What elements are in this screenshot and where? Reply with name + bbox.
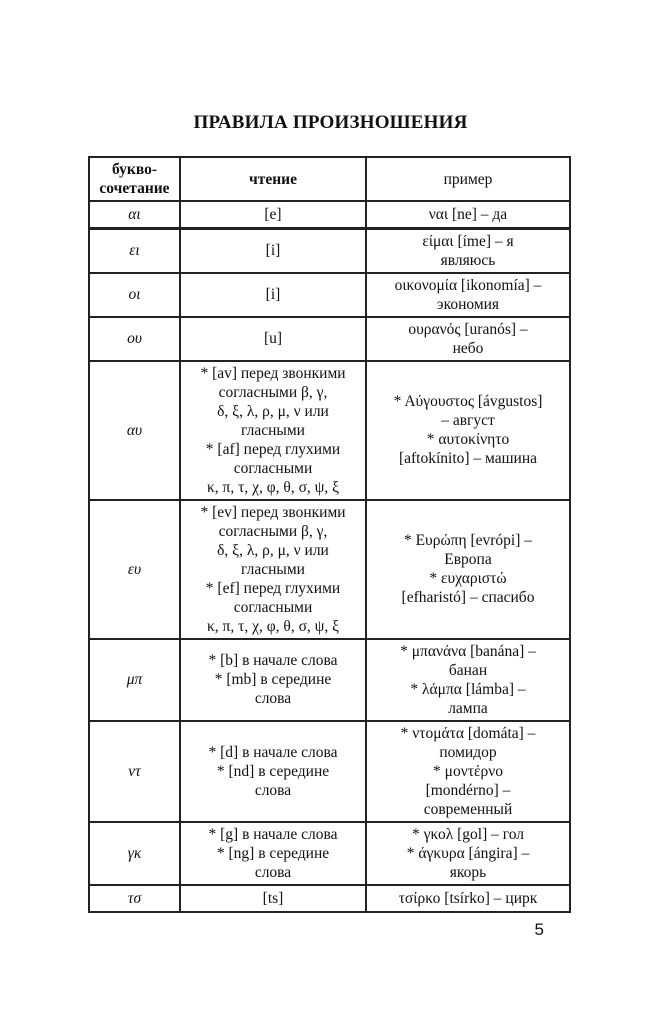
- reading-cell-line: δ, ξ, λ, ρ, μ, ν или: [217, 402, 329, 420]
- example-cell-line: * ντομάτα [domáta] –: [400, 724, 536, 742]
- reading-cell-line: согласными: [233, 598, 313, 616]
- example-cell-line: экономия: [436, 295, 500, 313]
- table-row: [89, 201, 570, 228]
- header-example: пример: [366, 157, 570, 201]
- example-cell-line: * αυτοκίνητο: [426, 431, 510, 448]
- reading-cell-line: * [av] перед звонкими: [200, 364, 346, 382]
- example-cell-line: якорь: [449, 863, 487, 881]
- page-title: ПРАВИЛА ПРОИЗНОШЕНИЯ: [193, 112, 468, 133]
- table-row: [89, 317, 570, 361]
- reading-cell: [180, 273, 366, 317]
- example-cell-line: * Ευρώπη [evrópi] –: [403, 532, 533, 549]
- example-cell-line: [aftokínito] – машина: [398, 450, 538, 467]
- reading-cell-line: κ, π, τ, χ, φ, θ, σ, ψ, ξ: [206, 617, 340, 635]
- page-number: 5: [534, 920, 544, 939]
- reading-cell-line: * [ng] в середине: [216, 844, 330, 862]
- letter-combination-cell: αι: [89, 201, 180, 228]
- reading-cell: [180, 317, 366, 361]
- header-reading: чтение: [180, 157, 366, 201]
- example-cell-line: лампа: [448, 699, 488, 717]
- reading-cell-line: * [mb] в середине: [214, 671, 332, 688]
- example-cell-line: помидор: [439, 743, 497, 761]
- example-cell-line: * μοντέρνο: [433, 762, 503, 780]
- reading-cell-line: δ, ξ, λ, ρ, μ, ν или: [217, 541, 329, 559]
- example-cell-line: небо: [452, 339, 484, 357]
- pronunciation-table: [88, 156, 571, 913]
- table-row: [89, 273, 570, 317]
- reading-cell-line: гласными: [241, 421, 305, 439]
- example-cell-line: Европа: [444, 551, 492, 568]
- table-row: [89, 228, 570, 273]
- reading-cell-line: * [ef] перед глухими: [205, 579, 341, 597]
- reading-cell: [180, 639, 366, 721]
- letter-combination-cell: οι: [89, 273, 180, 317]
- table-row: [89, 721, 570, 822]
- example-cell-line: [efharistó] – спасибо: [401, 589, 535, 606]
- example-cell-line: * λάμπα [lámba] –: [410, 680, 526, 698]
- reading-cell: [180, 228, 366, 273]
- reading-cell-line: гласными: [241, 560, 305, 578]
- example-cell-line: ουρανός [uranós] –: [408, 320, 528, 338]
- table-row: [89, 500, 570, 639]
- reading-cell-line: * [af] перед глухими: [205, 440, 341, 458]
- example-cell: [366, 317, 570, 361]
- example-cell-line: современный: [423, 800, 513, 818]
- reading-cell: [180, 361, 366, 500]
- example-cell-line: οικονομία [ikonomía] –: [394, 276, 542, 294]
- example-cell-line: * γκολ [gol] – гол: [412, 825, 524, 843]
- example-cell-line: ναι [ne] – да: [428, 205, 508, 223]
- letter-combination-cell: γκ: [89, 822, 180, 885]
- letter-combination-cell: ου: [89, 317, 180, 361]
- letter-combination-cell: αυ: [89, 361, 180, 500]
- example-cell-line: являюсь: [440, 251, 496, 269]
- example-cell-line: * άγκυρα [ángira] –: [406, 844, 530, 862]
- table-header-row: [89, 157, 570, 201]
- example-cell-line: * Αύγουστος [ávgustos]: [393, 393, 543, 410]
- letter-combination-cell: μπ: [89, 639, 180, 721]
- header-letter-combination: букво- сочетание: [89, 157, 180, 201]
- table-row: [89, 885, 570, 912]
- reading-cell-line: [i]: [265, 286, 281, 303]
- reading-cell-line: согласными β, γ,: [218, 383, 328, 401]
- reading-cell-line: слова: [254, 863, 292, 881]
- example-cell-line: * μπανάνα [banána] –: [400, 642, 536, 660]
- example-cell: [366, 201, 570, 228]
- reading-cell-line: * [ev] перед звонкими: [200, 503, 346, 521]
- reading-cell-line: * [b] в начале слова: [208, 652, 338, 669]
- reading-cell: [180, 201, 366, 228]
- example-cell-line: [mondérno] –: [425, 781, 511, 799]
- example-cell: [366, 500, 570, 639]
- reading-cell-line: слова: [254, 781, 292, 799]
- table-row: [89, 822, 570, 885]
- letter-combination-cell: ντ: [89, 721, 180, 822]
- example-cell: [366, 822, 570, 885]
- example-cell: [366, 273, 570, 317]
- reading-cell-line: [e]: [264, 205, 282, 223]
- example-cell: [366, 885, 570, 912]
- example-cell-line: είμαι [íme] – я: [422, 232, 514, 250]
- reading-cell-line: [u]: [263, 330, 283, 347]
- example-cell: [366, 361, 570, 500]
- reading-cell-line: слова: [254, 690, 292, 707]
- example-cell: [366, 721, 570, 822]
- example-cell: [366, 639, 570, 721]
- reading-cell-line: [ts]: [262, 889, 284, 907]
- example-cell-line: * ευχαριστώ: [429, 570, 507, 587]
- table-row: [89, 361, 570, 500]
- table-row: [89, 639, 570, 721]
- example-cell-line: τσίρκο [tsírko] – цирк: [398, 889, 538, 907]
- reading-cell: [180, 885, 366, 912]
- reading-cell-line: * [nd] в середине: [216, 762, 330, 780]
- reading-cell: [180, 500, 366, 639]
- letter-combination-cell: ει: [89, 228, 180, 273]
- reading-cell-line: согласными β, γ,: [218, 522, 328, 540]
- reading-cell: [180, 822, 366, 885]
- reading-cell-line: * [g] в начале слова: [208, 825, 338, 843]
- reading-cell-line: согласными: [233, 459, 313, 477]
- reading-cell-line: [i]: [265, 242, 281, 259]
- example-cell-line: – август: [441, 412, 495, 429]
- reading-cell-line: κ, π, τ, χ, φ, θ, σ, ψ, ξ: [206, 478, 340, 496]
- example-cell: [366, 228, 570, 273]
- reading-cell: [180, 721, 366, 822]
- example-cell-line: банан: [448, 661, 488, 679]
- letter-combination-cell: τσ: [89, 885, 180, 912]
- letter-combination-cell: ευ: [89, 500, 180, 639]
- reading-cell-line: * [d] в начале слова: [208, 743, 338, 761]
